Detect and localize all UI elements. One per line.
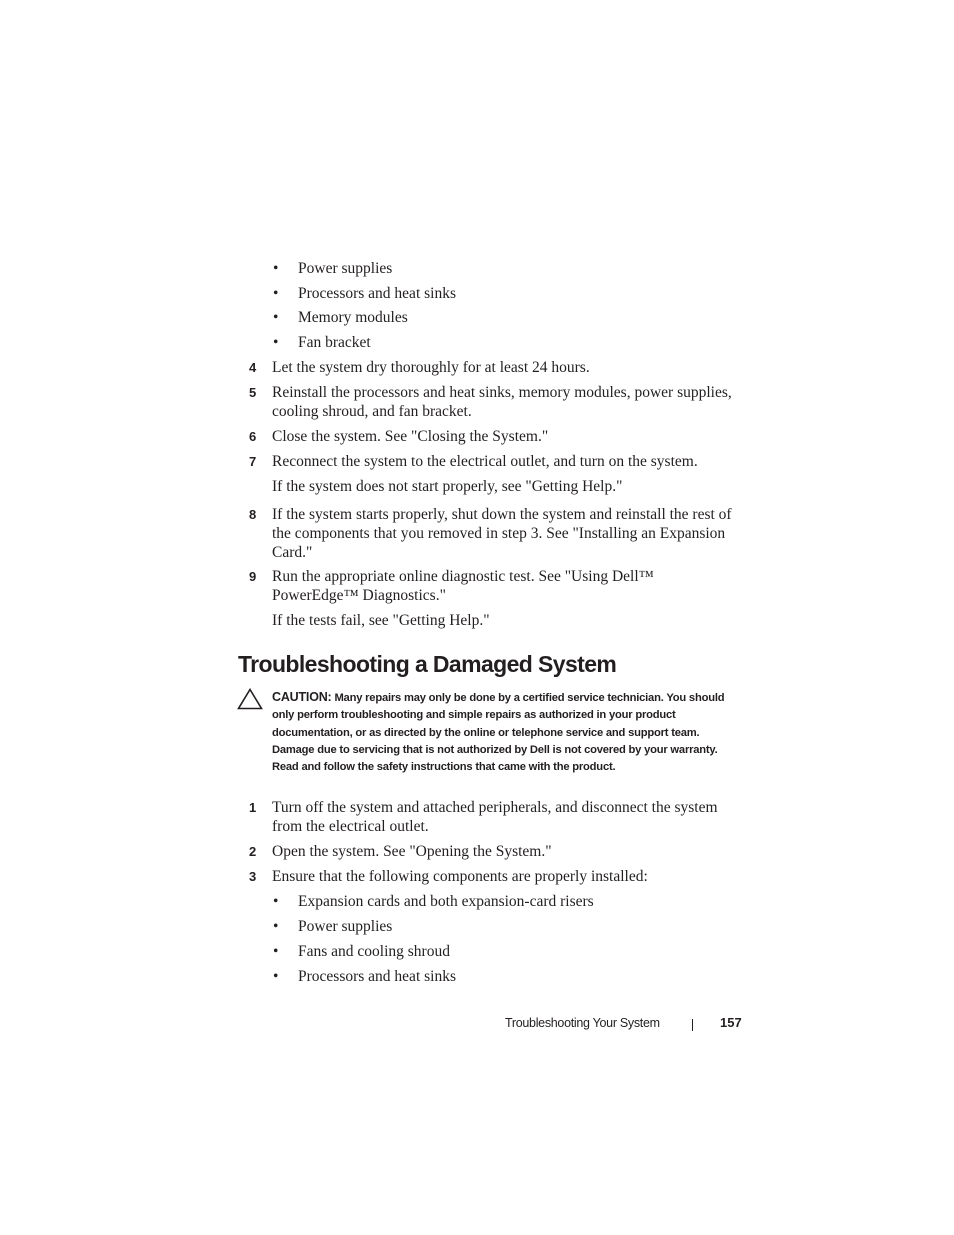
section-title: Troubleshooting a Damaged System — [238, 651, 617, 677]
step-note: If the system does not start properly, see "Getting Help." — [272, 478, 623, 495]
footer-divider — [692, 1019, 693, 1031]
step-note: If the tests fail, see "Getting Help." — [272, 612, 490, 629]
footer-chapter-title: Troubleshooting Your System — [505, 1016, 660, 1030]
caution-label: CAUTION: — [272, 690, 332, 704]
caution-triangle-icon — [237, 688, 263, 710]
caution-text: Many repairs may only be done by a certified service technician. You should only perform troubleshooting and simple repairs as authorized in your product documentation, or as directed by the online or telephone service and support team. Damage due to servicing that is not authorized by Dell is not covered by your warranty. Read and follow the safety instructions that came with the product. — [272, 692, 725, 774]
caution-note — [272, 689, 742, 776]
page-number: 157 — [720, 1015, 742, 1030]
